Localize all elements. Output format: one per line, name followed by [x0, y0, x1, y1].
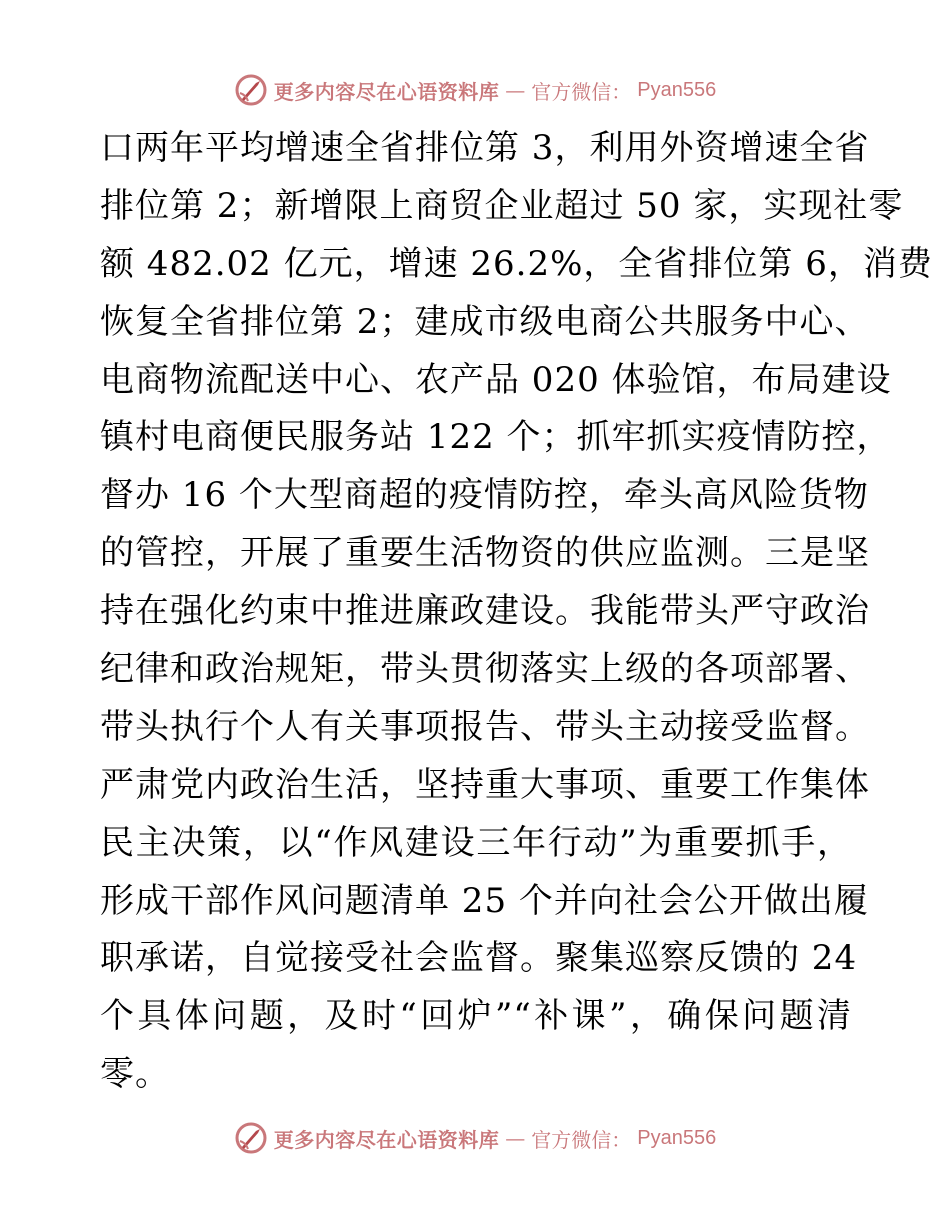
watermark-wechat-label: 官方微信： [531, 79, 632, 104]
body-line: 督办 16 个大型商超的疫情防控，牵头高风险货物 [100, 475, 869, 516]
body-line: 额 482.02 亿元，增速 26.2%，全省排位第 6，消费 [100, 243, 933, 284]
watermark-text: 更多内容尽在心语资料库 [273, 1127, 500, 1152]
body-line: 严肃党内政治生活，坚持重大事项、重要工作集体 [100, 764, 870, 805]
header-watermark [0, 70, 950, 110]
quill-pen-logo-icon [234, 73, 268, 107]
body-line: 电商物流配送中心、农产品 020 体验馆，布局建设 [100, 359, 892, 400]
body-line: 带头执行个人有关事项报告、带头主动接受监督。 [100, 706, 870, 747]
body-line: 恢复全省排位第 2；建成市级电商公共服务中心、 [100, 301, 870, 342]
footer-watermark [0, 1118, 950, 1158]
body-line: 职承诺，自觉接受社会监督。聚集巡察反馈的 24 [100, 938, 858, 979]
body-line: 口两年平均增速全省排位第 3，利用外资增速全省 [100, 128, 870, 168]
body-line: 排位第 2；新增限上商贸企业超过 50 家，实现社零 [100, 185, 904, 226]
watermark-wechat-id: Pyan556 [637, 1126, 717, 1149]
body-line: 镇村电商便民服务站 122 个；抓牢抓实疫情防控， [100, 417, 892, 458]
body-line: 持在强化约束中推进廉政建设。我能带头严守政治 [100, 591, 870, 632]
body-line: 纪律和政治规矩，带头贯彻落实上级的各项部署、 [100, 649, 870, 690]
watermark-text: 更多内容尽在心语资料库 [273, 79, 500, 104]
watermark-wechat-label: 官方微信： [531, 1127, 632, 1152]
body-line: 个具体问题，及时“回炉”“补课”，确保问题清 [100, 996, 852, 1037]
watermark-separator: — [505, 1126, 526, 1150]
document-body [100, 120, 933, 1104]
body-line-last: 零。 [100, 1054, 170, 1095]
watermark-separator: — [505, 78, 526, 102]
watermark-wechat-id: Pyan556 [637, 78, 717, 101]
quill-pen-logo-icon [234, 1121, 268, 1155]
body-line: 民主决策，以“作风建设三年行动”为重要抓手， [100, 822, 852, 863]
body-line: 形成干部作风问题清单 25 个并向社会公开做出履 [100, 880, 869, 921]
body-line: 的管控，开展了重要生活物资的供应监测。三是坚 [100, 533, 870, 574]
